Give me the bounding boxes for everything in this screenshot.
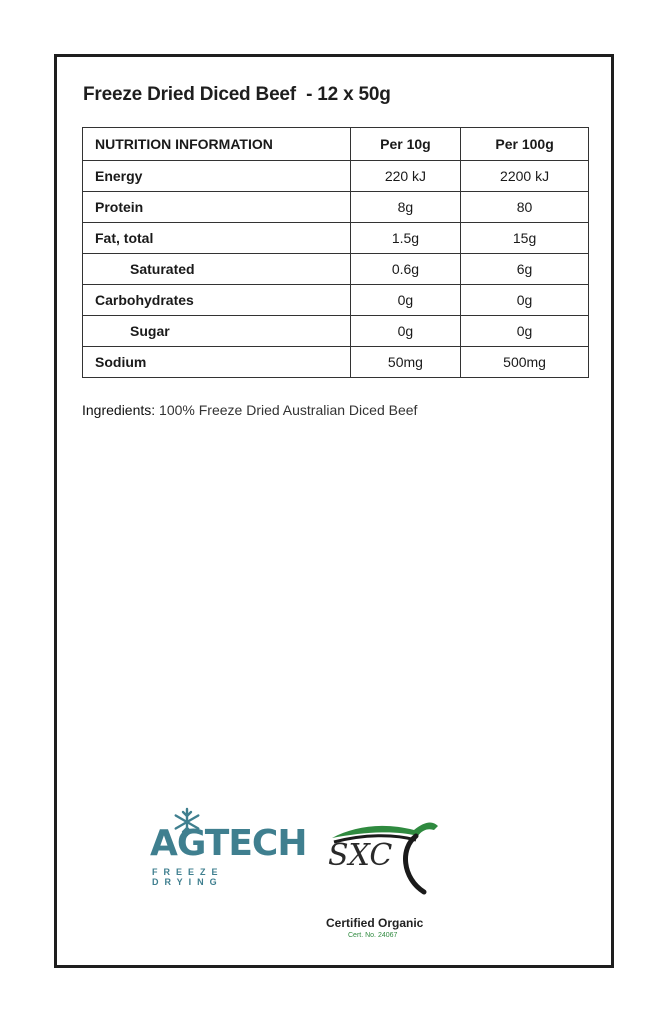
- value-per-100g: 0g: [461, 285, 589, 316]
- value-per-100g: 2200 kJ: [461, 161, 589, 192]
- agtech-wordmark: AGTECH: [150, 823, 307, 864]
- value-per-10g: 0g: [350, 316, 460, 347]
- nutrient-name: Sodium: [83, 347, 351, 378]
- value-per-10g: 220 kJ: [350, 161, 460, 192]
- value-per-10g: 0.6g: [350, 254, 460, 285]
- value-per-10g: 0g: [350, 285, 460, 316]
- value-per-100g: 80: [461, 192, 589, 223]
- ingredients-line: [82, 402, 417, 418]
- table-row: [83, 161, 589, 192]
- nutrient-name: Fat, total: [83, 223, 351, 254]
- cert-number: Cert. No. 24067: [348, 932, 398, 939]
- value-per-100g: 0g: [461, 316, 589, 347]
- table-row: [83, 347, 589, 378]
- header-per-10g: Per 10g: [350, 128, 460, 161]
- sxc-letters: SXC: [328, 838, 393, 873]
- value-per-100g: 6g: [461, 254, 589, 285]
- table-row: [83, 192, 589, 223]
- header-nutrition-information: NUTRITION INFORMATION: [83, 128, 351, 161]
- certified-organic-text: Certified Organic: [326, 916, 424, 930]
- nutrient-name: Carbohydrates: [83, 285, 351, 316]
- agtech-logo: [150, 813, 307, 887]
- table-row: [83, 254, 589, 285]
- table-row: [83, 316, 589, 347]
- certified-organic-logo: [324, 808, 444, 939]
- nutrient-name: Energy: [83, 161, 351, 192]
- value-per-100g: 500mg: [461, 347, 589, 378]
- value-per-100g: 15g: [461, 223, 589, 254]
- table-row: [83, 285, 589, 316]
- agtech-tagline: FREEZE DRYING: [152, 867, 224, 887]
- ingredients-text: 100% Freeze Dried Australian Diced Beef: [155, 402, 418, 418]
- nutrient-name: Protein: [83, 192, 351, 223]
- value-per-10g: 50mg: [350, 347, 460, 378]
- nutrient-name: Saturated: [83, 254, 351, 285]
- value-per-10g: 8g: [350, 192, 460, 223]
- nutrition-table: [82, 127, 589, 378]
- nutrient-name: Sugar: [83, 316, 351, 347]
- ingredients-label: Ingredients:: [82, 402, 156, 418]
- table-row: [83, 223, 589, 254]
- product-title: Freeze Dried Diced Beef - 12 x 50g: [83, 84, 391, 105]
- header-per-100g: Per 100g: [461, 128, 589, 161]
- value-per-10g: 1.5g: [350, 223, 460, 254]
- table-header-row: [83, 128, 589, 161]
